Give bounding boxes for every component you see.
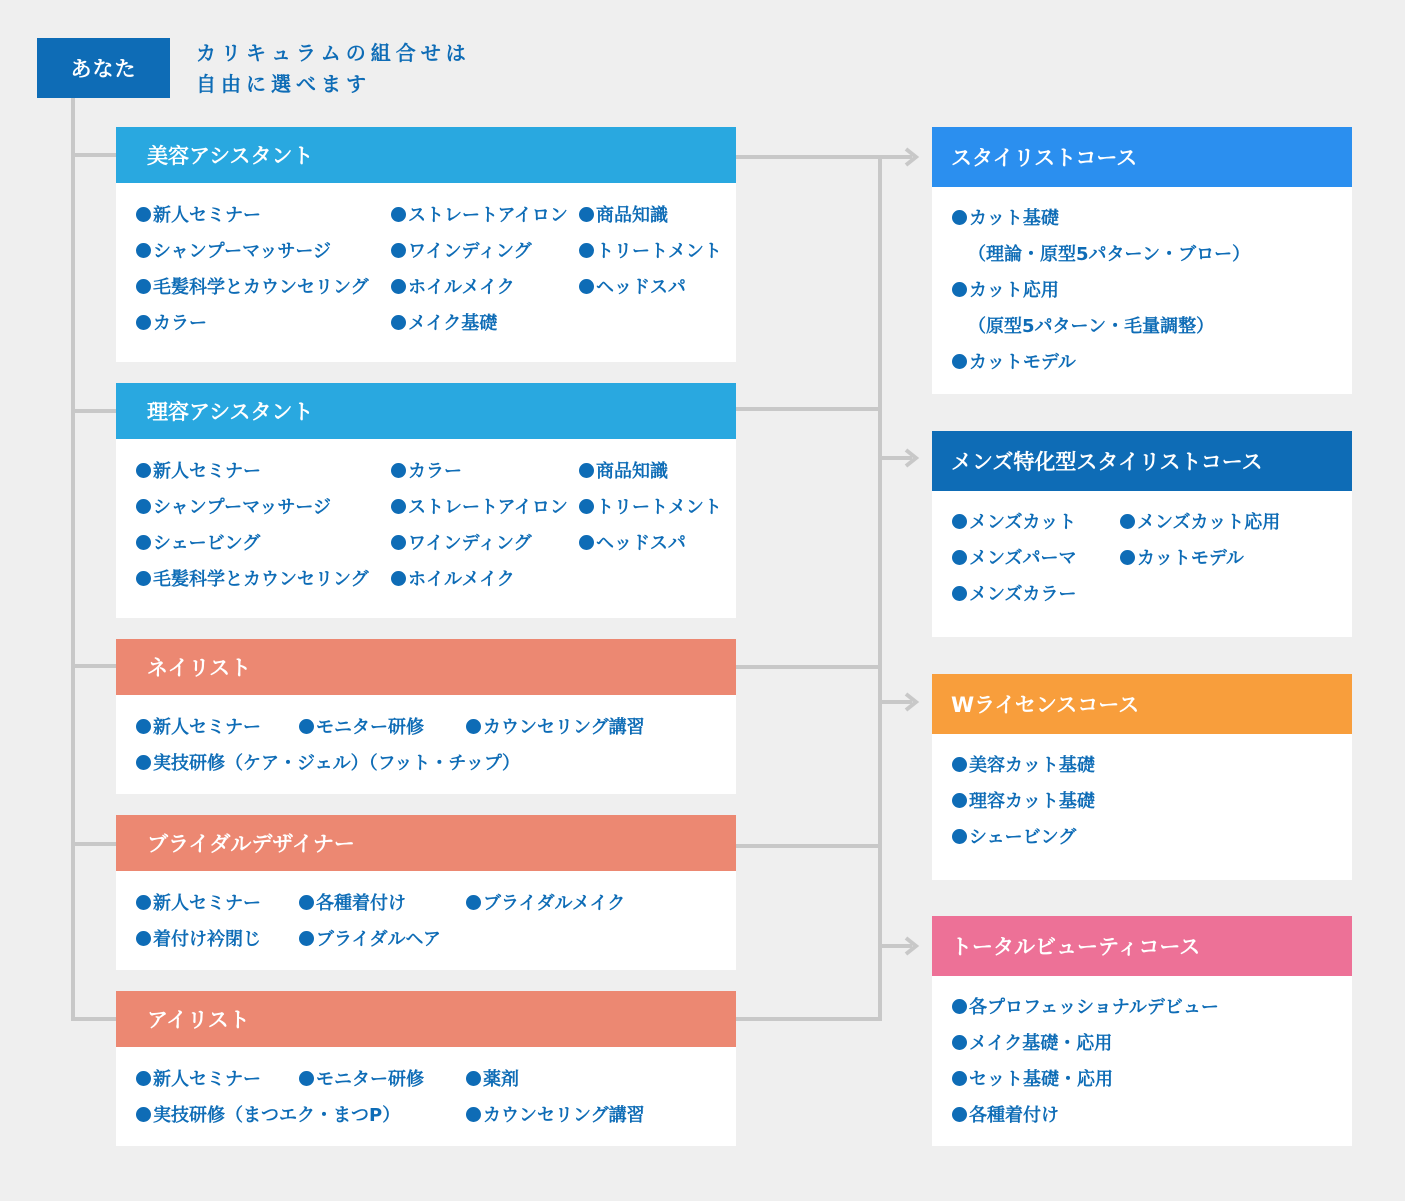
bullet-dot-icon — [466, 1107, 481, 1122]
curriculum-item-label: カット基礎 — [969, 208, 1059, 229]
curriculum-item — [299, 928, 441, 952]
bullet-dot-icon — [136, 755, 151, 770]
curriculum-item — [136, 496, 331, 520]
curriculum-item-label: カウンセリング講習 — [483, 1105, 645, 1126]
curriculum-item-label: 新人セミナー — [153, 205, 261, 226]
intro-text — [196, 38, 471, 100]
curriculum-item-label: トリートメント — [596, 497, 722, 518]
curriculum-item-label: シャンプーマッサージ — [153, 497, 332, 518]
bullet-dot-icon — [391, 315, 406, 330]
left-course-box-3 — [116, 815, 736, 970]
intro-line-2: 自由に選べます — [196, 72, 371, 96]
bullet-dot-icon — [136, 315, 151, 330]
curriculum-item — [136, 892, 261, 916]
curriculum-item — [1120, 511, 1280, 535]
curriculum-item — [968, 315, 1214, 339]
curriculum-item — [579, 240, 722, 264]
curriculum-item — [136, 204, 261, 228]
curriculum-item — [136, 716, 261, 740]
right-course-box-1 — [932, 431, 1352, 637]
right-course-title: トータルビューティコース — [932, 916, 1352, 976]
curriculum-item-label: カラー — [153, 313, 207, 334]
bullet-dot-icon — [299, 895, 314, 910]
curriculum-item-label: ブライダルメイク — [483, 893, 626, 914]
curriculum-item-label: メンズカット応用 — [1137, 512, 1281, 533]
curriculum-item-label: 新人セミナー — [153, 461, 261, 482]
curriculum-item — [391, 204, 568, 228]
left-course-title: ブライダルデザイナー — [116, 815, 736, 871]
curriculum-item-label: 各種着付け — [969, 1105, 1059, 1126]
curriculum-item-label: （原型5パターン・毛量調整） — [968, 316, 1215, 337]
bullet-dot-icon — [466, 1071, 481, 1086]
bullet-dot-icon — [579, 463, 594, 478]
bullet-dot-icon — [136, 1107, 151, 1122]
curriculum-item — [952, 754, 1095, 778]
bullet-dot-icon — [579, 207, 594, 222]
bullet-dot-icon — [136, 243, 151, 258]
curriculum-item-label: メイク基礎 — [408, 313, 498, 334]
bullet-dot-icon — [391, 499, 406, 514]
curriculum-item-label: ヘッドスパ — [596, 277, 686, 298]
curriculum-item — [952, 1104, 1059, 1128]
right-course-box-0 — [932, 127, 1352, 394]
curriculum-item — [136, 532, 260, 556]
curriculum-item — [299, 892, 406, 916]
curriculum-item — [391, 532, 532, 556]
right-course-title: スタイリストコース — [932, 127, 1352, 187]
curriculum-item — [299, 1068, 424, 1092]
curriculum-item — [952, 1032, 1112, 1056]
bullet-dot-icon — [136, 207, 151, 222]
bullet-dot-icon — [136, 895, 151, 910]
bullet-dot-icon — [299, 719, 314, 734]
curriculum-item-label: モニター研修 — [316, 1069, 424, 1090]
bullet-dot-icon — [391, 463, 406, 478]
curriculum-item-label: 毛髪科学とカウンセリング — [153, 277, 369, 298]
bullet-dot-icon — [299, 931, 314, 946]
left-course-title: アイリスト — [116, 991, 736, 1047]
curriculum-item-label: メンズカラー — [969, 584, 1077, 605]
curriculum-item — [579, 276, 686, 300]
bullet-dot-icon — [466, 719, 481, 734]
bullet-dot-icon — [1120, 550, 1135, 565]
bullet-dot-icon — [952, 550, 967, 565]
curriculum-item — [579, 460, 668, 484]
left-course-title: 理容アシスタント — [116, 383, 736, 439]
bullet-dot-icon — [579, 279, 594, 294]
curriculum-item — [952, 279, 1059, 303]
left-course-box-1 — [116, 383, 736, 618]
bullet-dot-icon — [579, 535, 594, 550]
curriculum-item — [136, 928, 261, 952]
curriculum-item — [1120, 547, 1244, 571]
curriculum-item-label: 新人セミナー — [153, 1069, 261, 1090]
bullet-dot-icon — [579, 243, 594, 258]
curriculum-item-label: 理容カット基礎 — [969, 791, 1095, 812]
curriculum-item — [136, 240, 331, 264]
you-label: あなた — [70, 57, 137, 81]
bullet-dot-icon — [952, 829, 967, 844]
bullet-dot-icon — [299, 1071, 314, 1086]
intro-line-1: カリキュラムの組合せは — [196, 41, 471, 65]
curriculum-item-label: ホイルメイク — [408, 277, 515, 298]
curriculum-item-label: 着付け衿閉じ — [153, 929, 261, 950]
curriculum-item — [968, 243, 1250, 267]
curriculum-item-label: 毛髪科学とカウンセリング — [153, 569, 369, 590]
you-badge — [37, 38, 170, 98]
left-course-box-2 — [116, 639, 736, 794]
curriculum-item-label: 新人セミナー — [153, 893, 261, 914]
curriculum-item-label: シェービング — [153, 533, 261, 554]
curriculum-item-label: 実技研修（ケア・ジェル）（フット・チップ） — [153, 753, 521, 774]
curriculum-item — [136, 1068, 261, 1092]
bullet-dot-icon — [952, 1107, 967, 1122]
curriculum-item — [466, 716, 645, 740]
curriculum-item — [136, 752, 520, 776]
curriculum-item — [136, 568, 369, 592]
curriculum-item-label: シェービング — [969, 827, 1077, 848]
right-course-box-3 — [932, 916, 1352, 1146]
curriculum-item-label: 各種着付け — [316, 893, 406, 914]
bullet-dot-icon — [1120, 514, 1135, 529]
curriculum-item-label: カットモデル — [1137, 548, 1244, 569]
curriculum-item — [391, 276, 515, 300]
curriculum-item — [299, 716, 424, 740]
bullet-dot-icon — [391, 279, 406, 294]
curriculum-item-label: 美容カット基礎 — [969, 755, 1095, 776]
curriculum-item — [952, 583, 1076, 607]
right-course-box-2 — [932, 674, 1352, 880]
curriculum-item-label: メンズパーマ — [969, 548, 1077, 569]
curriculum-item — [952, 511, 1076, 535]
curriculum-item-label: ワインディング — [408, 533, 532, 554]
curriculum-item-label: ホイルメイク — [408, 569, 515, 590]
bullet-dot-icon — [391, 207, 406, 222]
bullet-dot-icon — [136, 463, 151, 478]
left-course-box-0 — [116, 127, 736, 362]
curriculum-item — [136, 460, 261, 484]
curriculum-item-label: ブライダルヘア — [316, 929, 441, 950]
bullet-dot-icon — [952, 1035, 967, 1050]
curriculum-item-label: カウンセリング講習 — [483, 717, 645, 738]
right-course-title: メンズ特化型スタイリストコース — [932, 431, 1352, 491]
bullet-dot-icon — [136, 535, 151, 550]
curriculum-item-label: カラー — [408, 461, 462, 482]
bullet-dot-icon — [136, 499, 151, 514]
curriculum-item-label: （理論・原型5パターン・ブロー） — [968, 244, 1251, 265]
curriculum-item-label: カットモデル — [969, 352, 1076, 373]
curriculum-item-label: メイク基礎・応用 — [969, 1033, 1113, 1054]
curriculum-item-label: ストレートアイロン — [408, 205, 568, 226]
bullet-dot-icon — [952, 354, 967, 369]
bullet-dot-icon — [952, 210, 967, 225]
curriculum-item-label: セット基礎・応用 — [969, 1069, 1113, 1090]
curriculum-item — [391, 312, 497, 336]
curriculum-item-label: モニター研修 — [316, 717, 424, 738]
bullet-dot-icon — [952, 586, 967, 601]
curriculum-item — [579, 496, 722, 520]
left-course-box-4 — [116, 991, 736, 1146]
curriculum-item-label: 薬剤 — [483, 1069, 519, 1090]
bullet-dot-icon — [952, 793, 967, 808]
curriculum-item — [952, 207, 1059, 231]
bullet-dot-icon — [952, 757, 967, 772]
bullet-dot-icon — [391, 571, 406, 586]
curriculum-item — [952, 996, 1219, 1020]
curriculum-item — [391, 568, 515, 592]
curriculum-item — [136, 1104, 400, 1128]
bullet-dot-icon — [136, 931, 151, 946]
curriculum-item — [579, 532, 686, 556]
bullet-dot-icon — [952, 1071, 967, 1086]
curriculum-item — [952, 547, 1076, 571]
left-course-title: 美容アシスタント — [116, 127, 736, 183]
curriculum-item — [391, 240, 532, 264]
bullet-dot-icon — [391, 243, 406, 258]
curriculum-item — [952, 790, 1095, 814]
bullet-dot-icon — [136, 279, 151, 294]
bullet-dot-icon — [952, 282, 967, 297]
curriculum-item — [466, 1104, 645, 1128]
curriculum-item-label: 商品知識 — [596, 205, 668, 226]
curriculum-item — [466, 892, 625, 916]
curriculum-item-label: トリートメント — [596, 241, 722, 262]
curriculum-item-label: カット応用 — [969, 280, 1059, 301]
bullet-dot-icon — [466, 895, 481, 910]
left-course-title: ネイリスト — [116, 639, 736, 695]
bullet-dot-icon — [136, 719, 151, 734]
curriculum-item-label: 新人セミナー — [153, 717, 261, 738]
curriculum-item — [952, 351, 1076, 375]
bullet-dot-icon — [391, 535, 406, 550]
curriculum-item — [136, 312, 207, 336]
curriculum-item-label: ストレートアイロン — [408, 497, 568, 518]
curriculum-item-label: メンズカット — [969, 512, 1077, 533]
curriculum-item-label: 実技研修（まつエク・まつP） — [153, 1105, 401, 1126]
curriculum-item — [952, 826, 1076, 850]
bullet-dot-icon — [136, 1071, 151, 1086]
curriculum-item — [466, 1068, 519, 1092]
bullet-dot-icon — [952, 999, 967, 1014]
curriculum-item-label: ヘッドスパ — [596, 533, 686, 554]
bullet-dot-icon — [579, 499, 594, 514]
curriculum-item — [391, 496, 568, 520]
curriculum-item-label: 各プロフェッショナルデビュー — [969, 997, 1219, 1018]
bullet-dot-icon — [952, 514, 967, 529]
curriculum-item-label: 商品知識 — [596, 461, 668, 482]
curriculum-item — [579, 204, 668, 228]
curriculum-item — [391, 460, 462, 484]
curriculum-item — [952, 1068, 1113, 1092]
bullet-dot-icon — [136, 571, 151, 586]
curriculum-item — [136, 276, 369, 300]
curriculum-item-label: シャンプーマッサージ — [153, 241, 332, 262]
curriculum-item-label: ワインディング — [408, 241, 532, 262]
right-course-title: Wライセンスコース — [932, 674, 1352, 734]
